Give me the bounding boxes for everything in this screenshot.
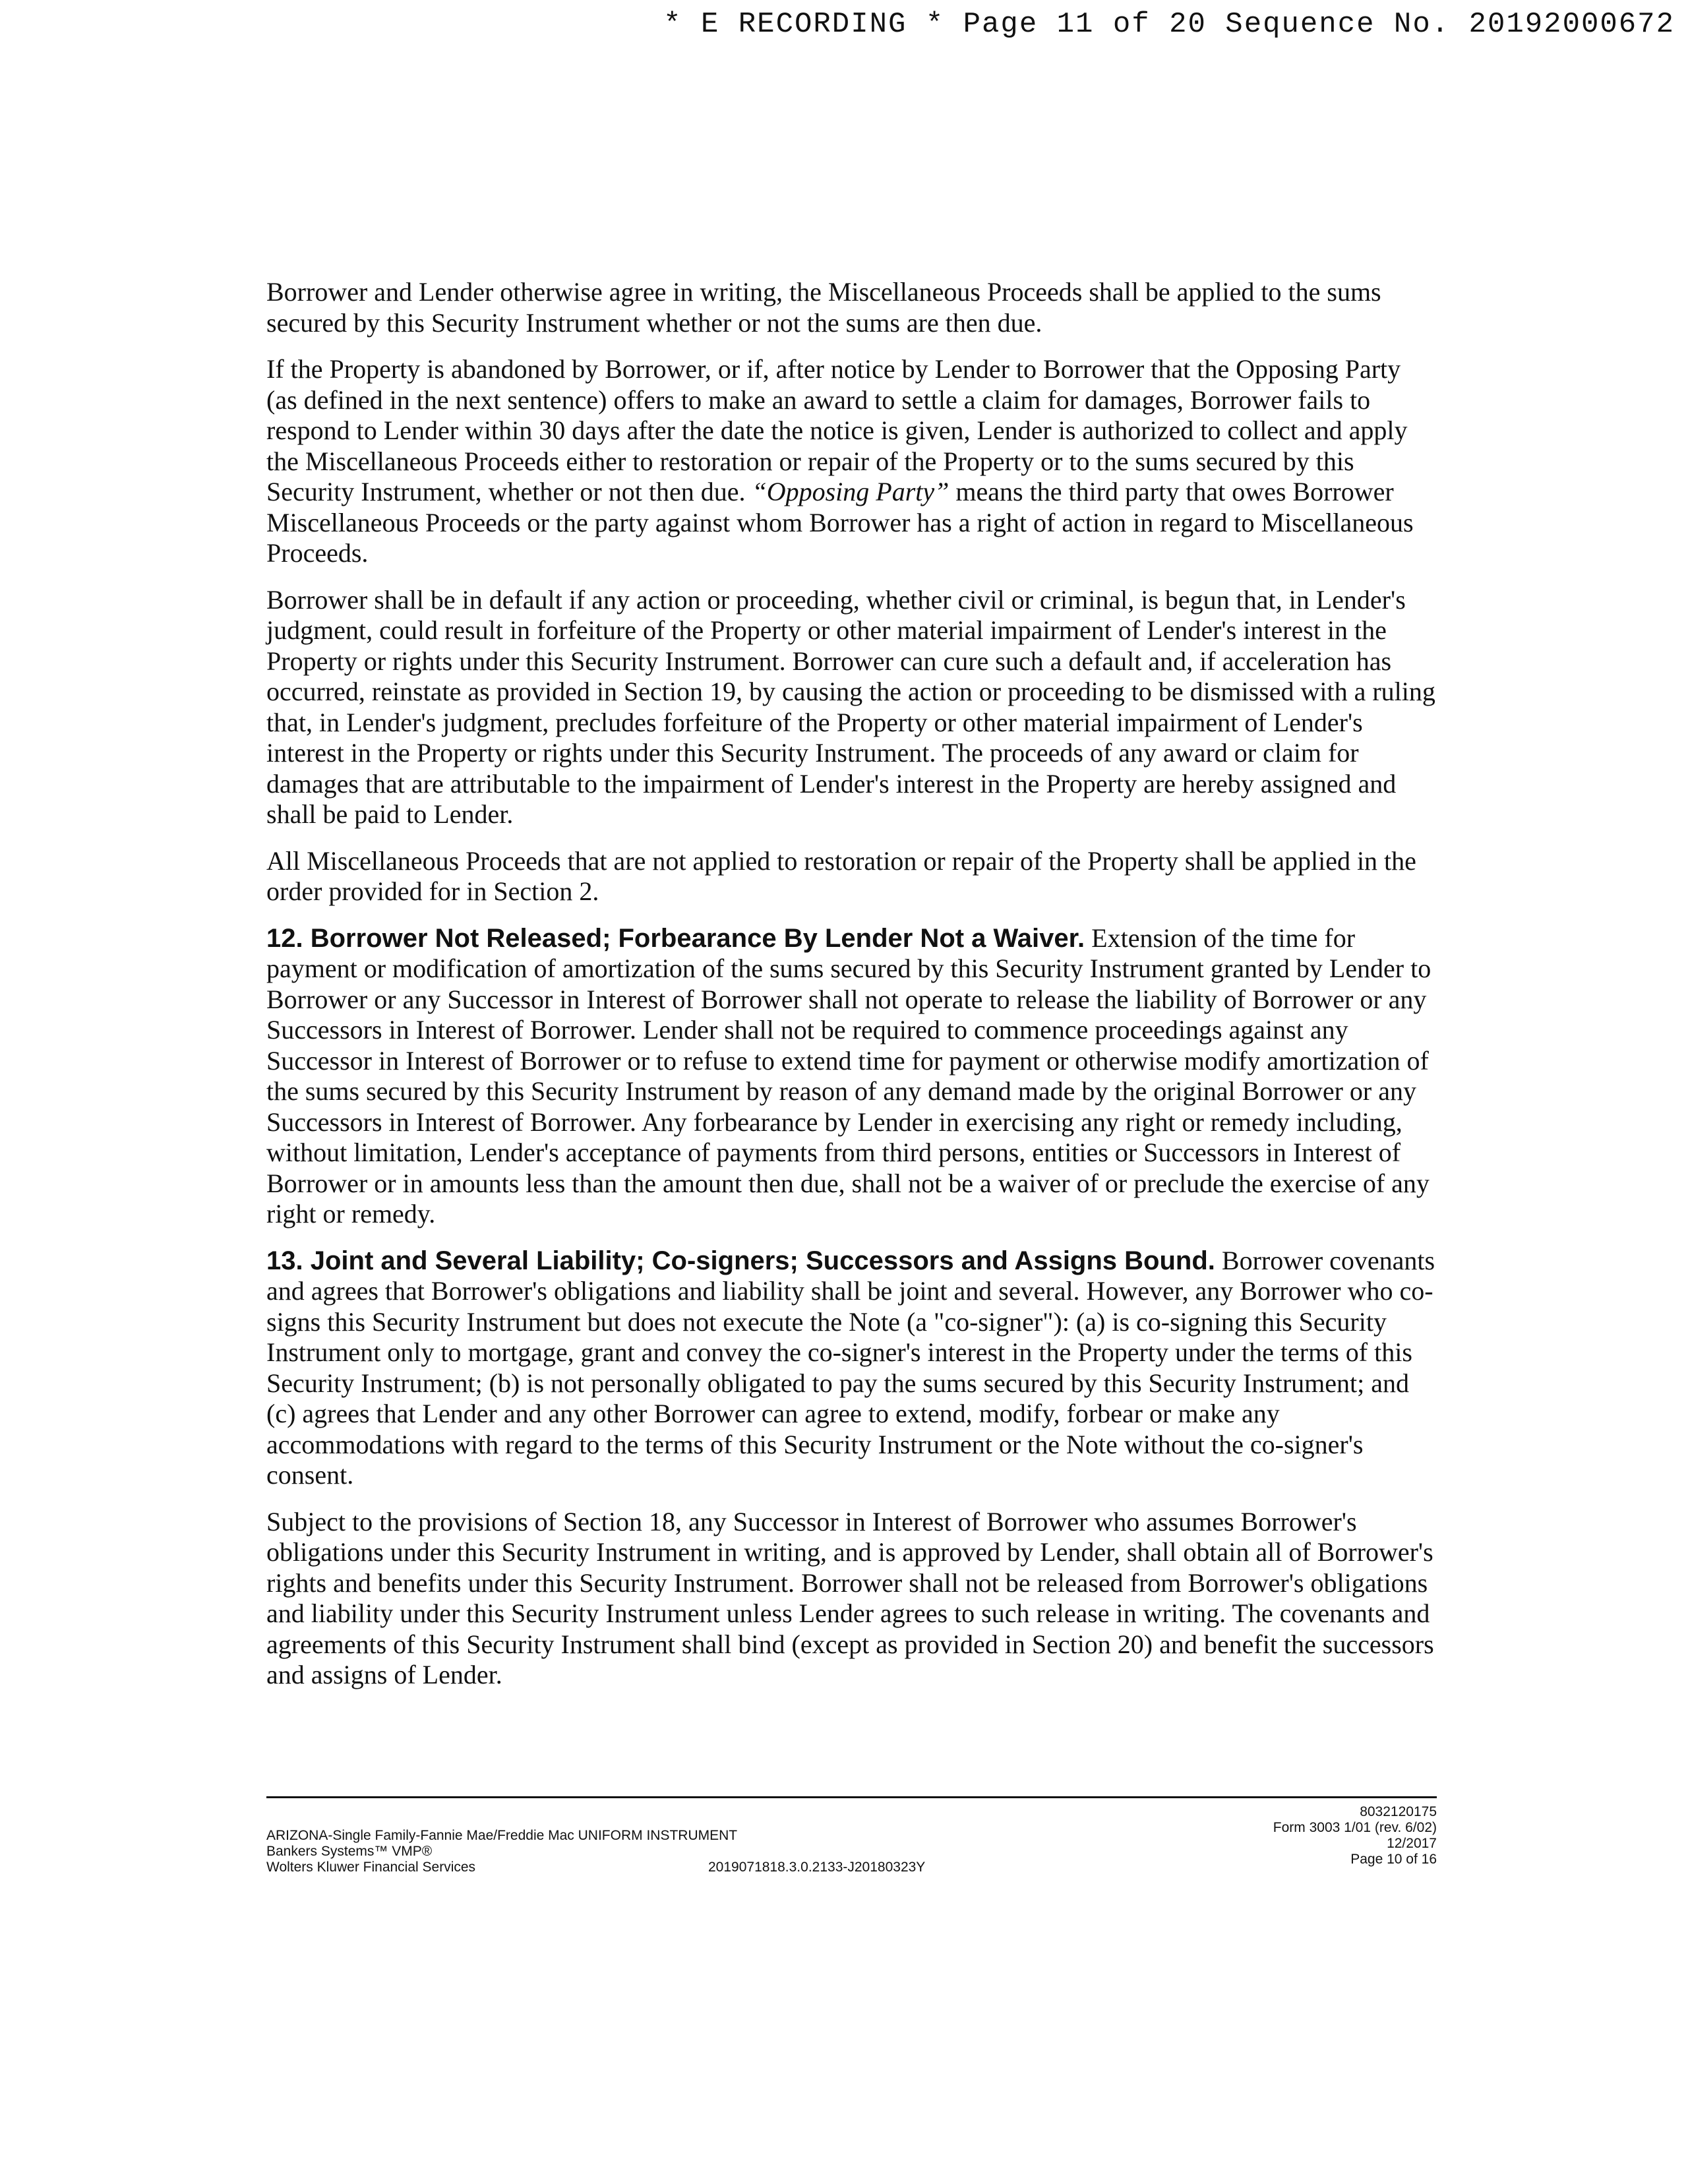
section-12-title: 12. Borrower Not Released; Forbearance By Lender Not a Waiver.: [266, 923, 1085, 953]
footer-form-title: ARIZONA-Single Family-Fannie Mae/Freddie Mac UNIFORM INSTRUMENT: [266, 1828, 738, 1843]
paragraph-misc-proceeds-applied: Borrower and Lender otherwise agree in writing, the Miscellaneous Proceeds shall be applied to the sums secured by this Security Instrument whether or not the sums are then due.: [266, 277, 1381, 338]
footer-page-number: Page 10 of 16: [1350, 1852, 1437, 1867]
footer-publisher: Bankers Systems™ VMP®: [266, 1844, 433, 1859]
section-12: [266, 923, 1437, 1230]
paragraph-successor-in-interest: Subject to the provisions of Section 18, any Successor in Interest of Borrower who assumes Borrower's obligations under this Security Instrument in writing, and is approved by Lender, shall obtain all of Borrower's rights and benefits under this Security Instrument. Borrower shall not be released from Borrower's obligations and liability under this Security Instrument unless Lender agrees to such release in writing. The covenants and agreements of this Security Instrument shall bind (except as provided in Section 20) and benefit the successors and assigns of Lender.: [266, 1506, 1434, 1689]
footer-divider: [266, 1796, 1437, 1798]
paragraph-default-action: Borrower shall be in default if any action or proceeding, whether civil or criminal, is begun that, in Lender's judgment, could result in forfeiture of the Property or other material impairment of Lender's interest in the Property or rights under this Security Instrument. Borrower can cure such a default and, if acceleration has occurred, reinstate as provided in Section 19, by causing the action or proceeding to be dismissed with a ruling that, in Lender's judgment, precludes forfeiture of the Property or other material impairment of Lender's interest in the Property or rights under this Security Instrument. The proceeds of any award or claim for damages that are attributable to the impairment of Lender's interest in the Property are hereby assigned and shall be paid to Lender.: [266, 584, 1435, 829]
form-footer: [266, 1804, 1437, 1877]
paragraph-text: If the Property is abandoned by Borrower, or if, after notice by Lender to Borrower that the Opposing Party (as defined in the next sentence) offers to make an award to settle a claim for damages, Borrower fails to respond to Lender within 30 days after the date the notice is given, Lender is authorized to collect and apply the Miscellaneous Proceeds either to restoration or repair of the Property or to the sums secured by this Security Instrument, whether or not then due.: [266, 354, 1408, 506]
section-13-title: 13. Joint and Several Liability; Co-signers; Successors and Assigns Bound.: [266, 1246, 1215, 1275]
footer-loan-number: 8032120175: [1360, 1804, 1437, 1819]
footer-document-code: 2019071818.3.0.2133-J20180323Y: [708, 1860, 926, 1875]
footer-form-reference: [1273, 1804, 1437, 1867]
defined-term-opposing-party: “Opposing Party”: [752, 477, 950, 506]
footer-form-date: 12/2017: [1387, 1836, 1437, 1851]
recording-header: * E RECORDING * Page 11 of 20 Sequence No. 20192000672: [663, 8, 1675, 41]
section-13-text: Borrower covenants and agrees that Borrower's obligations and liability shall be joint and several. However, any Borrower who co-signs this Security Instrument but does not execute the Note (a "co-signer"): (a) is co-signing this Security Instrument only to mortgage, grant and convey the co-signer's interest in the Property under the terms of this Security Instrument; (b) is not personally obligated to pay the sums secured by this Security Instrument; and (c) agrees that Lender and any other Borrower can agree to extend, modify, forbear or make any accommodations with regard to the terms of this Security Instrument or the Note without the co-signer's consent.: [266, 1245, 1435, 1490]
section-13: [266, 1246, 1437, 1491]
footer-company: Wolters Kluwer Financial Services: [266, 1860, 476, 1875]
footer-form-info: [266, 1828, 737, 1875]
paragraph-property-abandoned: [266, 354, 1437, 569]
paragraph-text: means the third party that owes Borrower Miscellaneous Proceeds or the party against whom Borrower has a right of action in regard to Miscellaneous Proceeds.: [266, 477, 1414, 568]
document-body: [266, 277, 1437, 1707]
footer-form-number: Form 3003 1/01 (rev. 6/02): [1273, 1820, 1437, 1835]
paragraph-misc-proceeds-order: All Miscellaneous Proceeds that are not applied to restoration or repair of the Property shall be applied in the order provided for in Section 2.: [266, 845, 1416, 906]
section-12-text: Extension of the time for payment or modification of amortization of the sums secured by this Security Instrument granted by Lender to Borrower or any Successor in Interest of Borrower shall not operate to release the liability of Borrower or any Successors in Interest of Borrower. Lender shall not be required to commence proceedings against any Successor in Interest of Borrower or to refuse to extend time for payment or otherwise modify amortization of the sums secured by this Security Instrument by reason of any demand made by the original Borrower or any Successors in Interest of Borrower. Any forbearance by Lender in exercising any right or remedy including, without limitation, Lender's acceptance of payments from third persons, entities or Successors in Interest of Borrower or in amounts less than the amount then due, shall not be a waiver of or preclude the exercise of any right or remedy.: [266, 923, 1432, 1228]
